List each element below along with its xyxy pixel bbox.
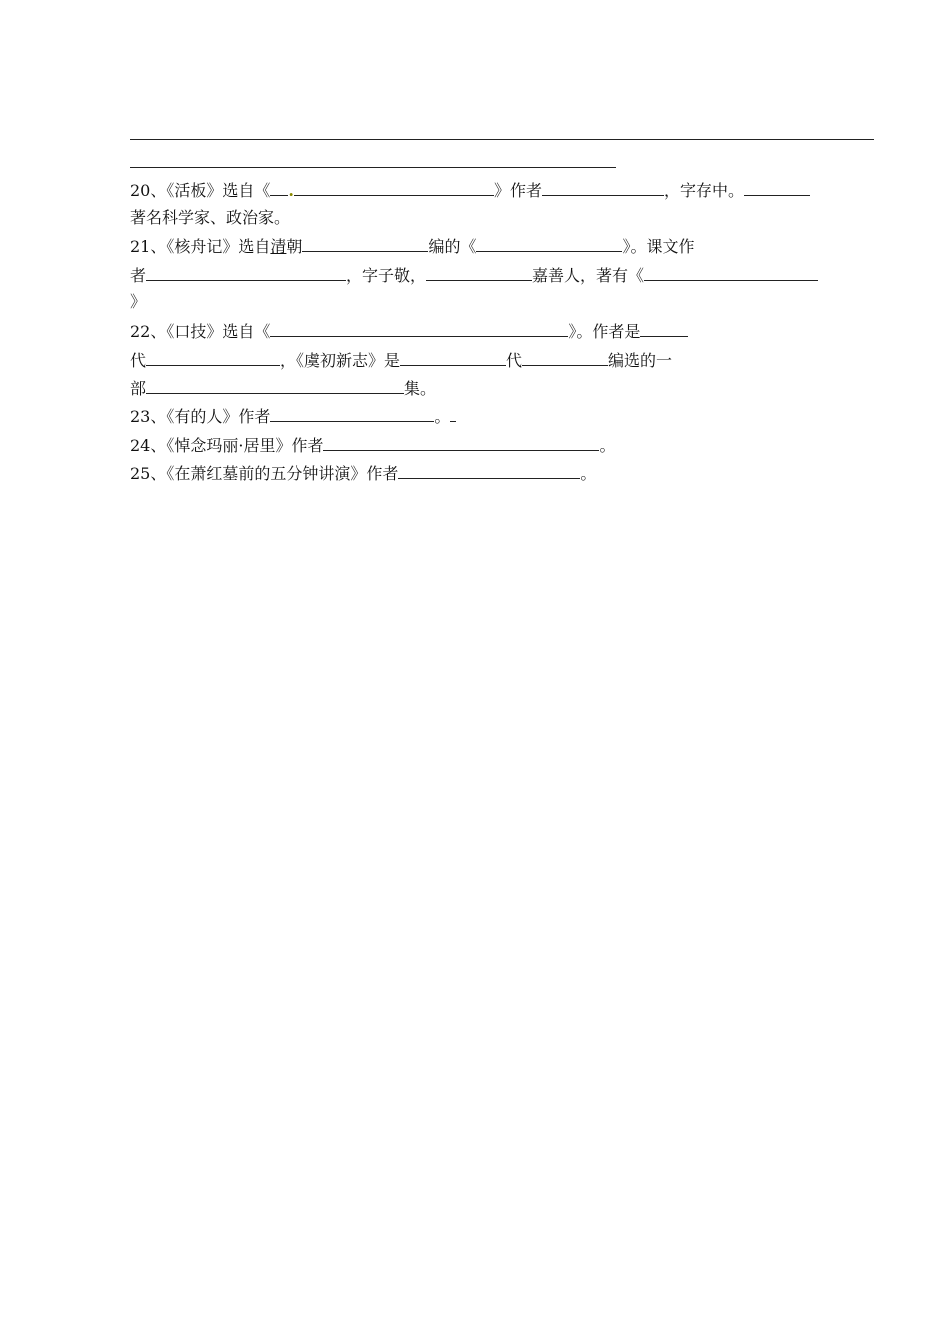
answer-blank[interactable]	[146, 378, 404, 394]
question-21-line-1	[130, 236, 694, 257]
question-number: 23、	[130, 407, 167, 426]
question-text: 。	[599, 436, 616, 455]
answer-blank[interactable]	[450, 406, 456, 422]
question-24	[130, 435, 616, 456]
question-text: 。	[434, 407, 451, 426]
question-23	[130, 406, 456, 427]
question-text: 作者	[291, 436, 324, 455]
question-text: 朝	[286, 237, 303, 256]
answer-blank[interactable]	[146, 350, 280, 366]
question-text: 》。作者是	[568, 322, 641, 341]
question-text: 编选的一	[608, 351, 673, 370]
answer-blank[interactable]	[744, 180, 810, 196]
question-text: 选自《	[222, 322, 271, 341]
answer-blank[interactable]	[542, 180, 664, 196]
question-number: 22、	[130, 322, 167, 341]
answer-rule-1	[130, 139, 874, 140]
question-20-line-1	[130, 180, 810, 201]
question-text: 者	[130, 266, 147, 285]
question-text: ，字子敬，	[346, 266, 427, 285]
question-number: 21、	[130, 237, 167, 256]
answer-blank[interactable]	[146, 265, 346, 281]
question-21-line-2	[130, 265, 818, 286]
stray-mark: .	[288, 181, 294, 200]
question-text: ，字存中。	[664, 181, 745, 200]
question-text: 编的《	[428, 237, 477, 256]
question-text: 》	[130, 292, 147, 311]
question-21-line-3	[130, 292, 146, 312]
question-22-line-3	[130, 378, 436, 399]
question-text: 集。	[404, 379, 437, 398]
work-title: 《口技》	[166, 322, 223, 341]
question-text: 选自《	[222, 181, 271, 200]
question-text: 部	[130, 379, 147, 398]
answer-blank[interactable]	[398, 463, 580, 479]
work-title: 《活板》	[166, 181, 223, 200]
work-title: 《悼念玛丽·居里》	[166, 436, 292, 455]
question-number: 24、	[130, 436, 167, 455]
question-20-line-2	[130, 208, 290, 228]
question-text: 著名科学家、政治家。	[130, 208, 291, 227]
question-text: 嘉善人，著有《	[532, 266, 645, 285]
question-22-line-1	[130, 321, 688, 342]
answer-blank[interactable]	[400, 350, 506, 366]
dynasty-underlined: 清	[270, 237, 287, 256]
answer-blank[interactable]	[522, 350, 608, 366]
question-number: 25、	[130, 464, 167, 483]
answer-blank[interactable]	[302, 236, 428, 252]
answer-rule-2	[130, 167, 616, 168]
question-text: 代	[130, 351, 147, 370]
answer-blank[interactable]	[323, 435, 599, 451]
question-text: 选自	[238, 237, 271, 256]
answer-blank[interactable]	[270, 321, 568, 337]
answer-blank[interactable]	[644, 265, 818, 281]
work-title: 《核舟记》	[166, 237, 239, 256]
question-text: 。	[580, 464, 597, 483]
answer-blank[interactable]	[270, 180, 288, 196]
answer-blank[interactable]	[476, 236, 622, 252]
answer-blank[interactable]	[640, 321, 688, 337]
question-text: 》作者	[493, 181, 542, 200]
question-22-line-2	[130, 350, 672, 371]
question-text: 作者	[238, 407, 271, 426]
question-text: 代	[506, 351, 523, 370]
question-text: 作者	[366, 464, 399, 483]
work-title: 《有的人》	[166, 407, 239, 426]
answer-blank[interactable]	[294, 180, 494, 196]
question-25	[130, 463, 596, 484]
question-text: ，《虞初新志》是	[280, 351, 401, 370]
answer-blank[interactable]	[426, 265, 532, 281]
work-title: 《在萧红墓前的五分钟讲演》	[166, 464, 367, 483]
question-text: 》。课文作	[622, 237, 695, 256]
answer-blank[interactable]	[270, 406, 434, 422]
question-number: 20、	[130, 181, 167, 200]
